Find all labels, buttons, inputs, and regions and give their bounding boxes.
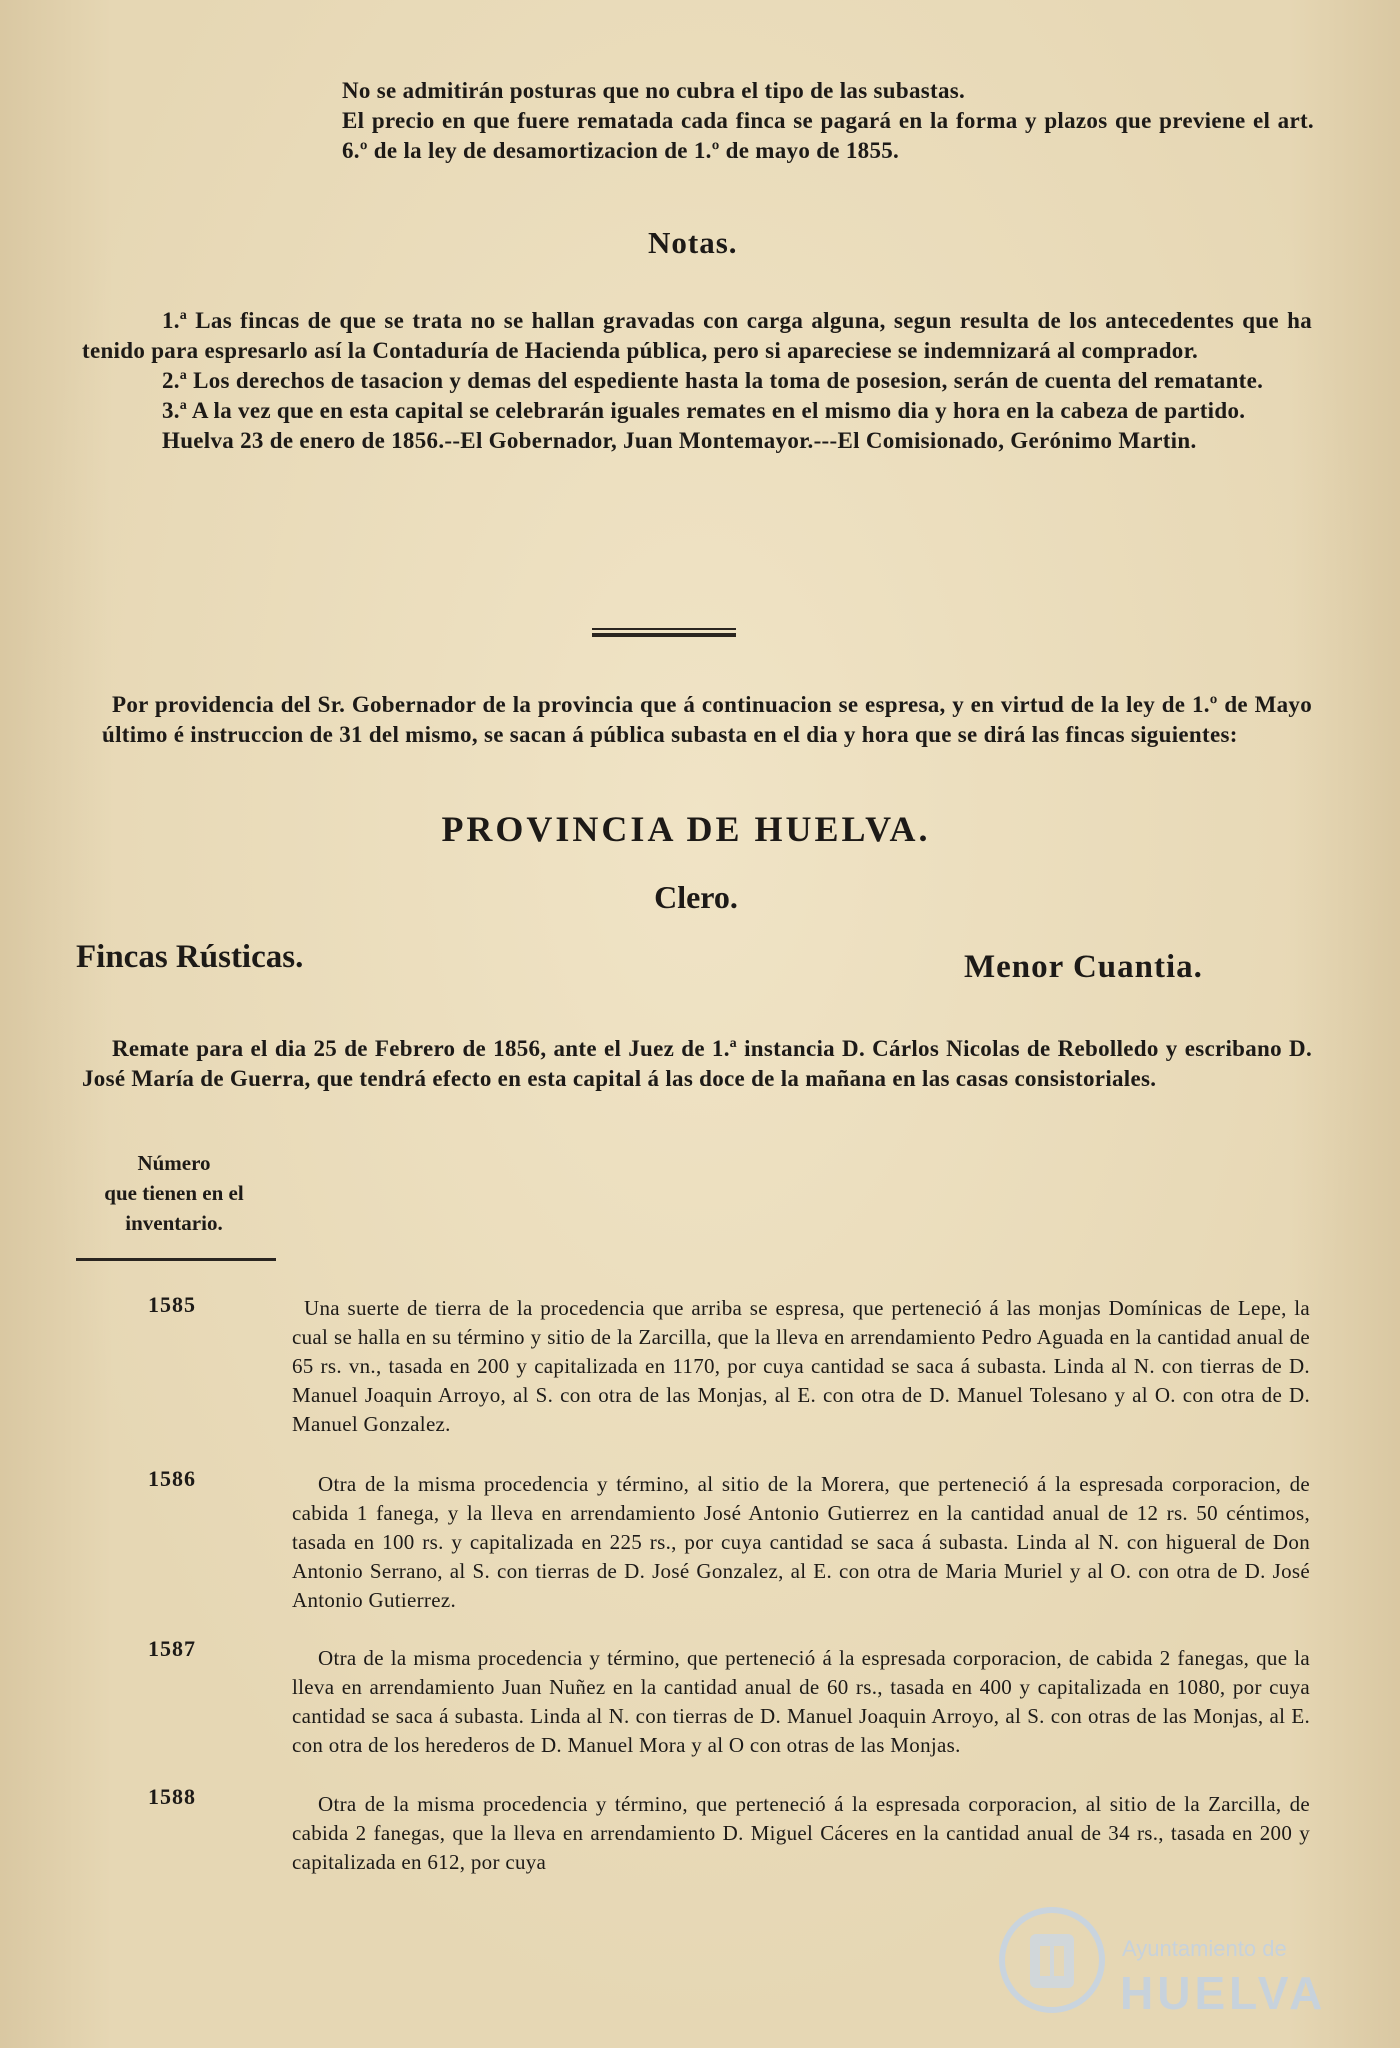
providencia-text: Por providencia del Sr. Gobernador de la provincia que á continuacion se espresa, y en virtud de la ley de 1.º de Mayo último é instruccion de 31 del mismo, se sacan á pública subasta en el dia y hora que se dirá las fincas siguientes: bbox=[102, 692, 1312, 747]
nota-3: 3.ª A la vez que en esta capital se celebrarán iguales remates en el mismo dia y hora en la cabeza de partido. bbox=[162, 398, 1246, 423]
menor-cuantia-heading: Menor Cuantia. bbox=[964, 949, 1203, 985]
providencia-paragraph bbox=[102, 690, 1312, 750]
huelva-seal-watermark bbox=[996, 1904, 1108, 2016]
column-header-line-1: Número bbox=[137, 1151, 211, 1175]
entry-text-1586: Otra de la misma procedencia y término, al sitio de la Morera, que perteneció á la espresada corporacion, de cabida 1 fanega, y la lleva en arrendamiento José Antonio Gutierrez en la cantidad anual de 12 rs. 50 céntimos, tasada en 100 rs. y capitalizada en 225 rs., por cuya cantidad se saca á subasta. Linda al N. con higueral de Don Antonio Serrano, al S. con tierras de D. José Gonzalez, al E. con otra de Maria Muriel y al O. con otra de D. José Antonio Gutierrez. bbox=[292, 1472, 1310, 1612]
nota-2: 2.ª Los derechos de tasacion y demas del espediente hasta la toma de posesion, serán de cuenta del rematante. bbox=[162, 368, 1264, 393]
header-line-2: El precio en que fuere rematada cada finca se pagará en la forma y plazos que previene el art. 6.º de la ley de desamortizacion de 1.º de mayo de 1855. bbox=[342, 108, 1314, 163]
column-header-rule bbox=[76, 1258, 276, 1261]
entry-number-1587: 1587 bbox=[148, 1636, 196, 1661]
separator-rule bbox=[592, 628, 736, 637]
entry-number-1586: 1586 bbox=[148, 1466, 196, 1491]
header-line-1: No se admitirán posturas que no cubra el tipo de las subastas. bbox=[342, 78, 966, 103]
column-header-line-3: inventario. bbox=[125, 1211, 223, 1235]
inventory-column-header bbox=[74, 1148, 274, 1238]
entry-number-1588: 1588 bbox=[148, 1784, 196, 1809]
remate-text: Remate para el dia 25 de Febrero de 1856, ante el Juez de 1.ª instancia D. Cárlos Nicolas de Rebolledo y escribano D. José María de Guerra, que tendrá efecto en esta capital á las doce de la mañana en las casas consistoriales. bbox=[82, 1036, 1312, 1091]
notas-title: Notas. bbox=[648, 225, 738, 260]
nota-signature: Huelva 23 de enero de 1856.--El Gobernador, Juan Montemayor.---El Comisionado, Gerónimo Martin. bbox=[162, 428, 1197, 453]
notas-list bbox=[82, 306, 1312, 456]
entry-text-1585: Una suerte de tierra de la procedencia que arriba se espresa, que perteneció á las monjas Domínicas de Lepe, la cual se halla en su término y sitio de la Zarcilla, que la lleva en arrendamiento Pedro Aguada en la cantidad anual de 65 rs. vn., tasada en 200 y capitalizada en 1170, por cuya cantidad se saca á subasta. Linda al N. con tierras de D. Manuel Joaquin Arroyo, al S. con otra de las Monjas, al E. con otra de D. Manuel Tolesano y al O. con otra de D. Manuel Gonzalez. bbox=[292, 1296, 1310, 1436]
watermark-line-2: HUELVA bbox=[1120, 1967, 1327, 2019]
province-title: PROVINCIA DE HUELVA. bbox=[441, 809, 931, 849]
clero-heading: Clero. bbox=[654, 879, 738, 915]
entry-text-1587: Otra de la misma procedencia y término, que perteneció á la espresada corporacion, de cabida 2 fanegas, que la lleva en arrendamiento Juan Nuñez en la cantidad anual de 60 rs., tasada en 400 y capitalizada en 1080, por cuya cantidad se saca á subasta. Linda al N. con tierras de D. Manuel Joaquin Arroyo, al S. con otras de las Monjas, al E. con otra de los herederos de D. Manuel Mora y al O con otras de las Monjas. bbox=[292, 1646, 1310, 1757]
watermark-line-1: Ayuntamiento de bbox=[1122, 1936, 1287, 1961]
remate-paragraph bbox=[82, 1034, 1312, 1094]
column-header-line-2: que tienen en el bbox=[104, 1181, 244, 1205]
entry-number-1585: 1585 bbox=[148, 1292, 196, 1317]
fincas-rusticas-heading: Fincas Rústicas. bbox=[76, 939, 304, 975]
entry-text-1588: Otra de la misma procedencia y término, que perteneció á la espresada corporacion, al sitio de la Zarcilla, de cabida 2 fanegas, que la lleva en arrendamiento D. Miguel Cáceres en la cantidad anual de 34 rs., tasada en 200 y capitalizada en 612, por cuya bbox=[292, 1792, 1310, 1874]
nota-1: 1.ª Las fincas de que se trata no se hallan gravadas con carga alguna, segun resulta de los antecedentes que ha tenido para espresarlo así la Contaduría de Hacienda pública, pero si apareciese se indemnizará al comprador. bbox=[82, 308, 1312, 363]
header-block bbox=[342, 76, 1314, 166]
